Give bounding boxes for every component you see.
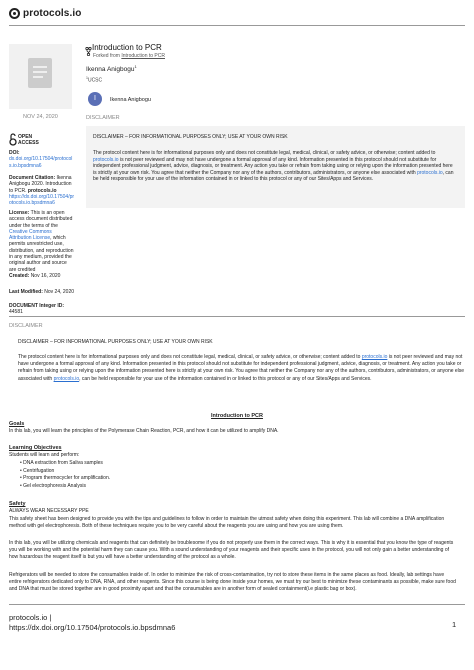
forked-from-link[interactable]: Introduction to PCR <box>121 53 165 59</box>
list-item: • Program thermocycler for amplification. <box>20 475 111 482</box>
doi-label: DOI: <box>9 150 20 156</box>
modified-row <box>9 289 74 295</box>
sidebar-date: NOV 24, 2020 <box>23 114 58 120</box>
main-disclaimer-label: DISCLAIMER <box>9 323 43 329</box>
docint-row <box>9 303 64 316</box>
main-disclaimer-heading: DISCLAIMER – FOR INFORMATIONAL PURPOSES ONLY; USE AT YOUR OWN RISK <box>18 339 213 345</box>
objectives-heading: Learning Objectives <box>9 445 62 451</box>
logo-text: protocols.io <box>23 7 82 19</box>
main-disclaimer-p1: The protocol content here is for informational purposes only and does not constitute legal, medical, clinical, or safety advice, or otherwise; content added to <box>18 354 361 360</box>
safety-paragraph-3: Refrigerators will be needed to store the consumables inside of. In order to minimize the risk of cross-contamination, try not to store these items in the same places as food. Ideally, lab settings have entire refrigerators dedicated only to DNA, RNA, and other reagents. Since this course is being done inside your homes, we must try our best to minimize these contaminants as possible, make sure food and DNA that must be stored together are in good proximity apart and that the consumables are in another form of sealed containment(i.e plastic bag or box). <box>9 572 456 593</box>
docint-value: 44581 <box>9 309 23 316</box>
protocols-logo[interactable] <box>9 6 81 20</box>
disclaimer-box-p2: is not peer reviewed and may not have undergone a formal approval of any kind. Information presented in this protocol should not substitute for independent professional judgment, advice, diagnosis, or treatment. Any action you take or refrain from taking using or relying upon the information presented here is strictly at your own risk. You agree that neither the Company nor any of the authors, contributors, administrators, or anyone else associated with <box>93 156 453 176</box>
modified-value: Nov 24, 2020 <box>44 289 75 295</box>
main-disclaimer-link-1[interactable]: protocols.io <box>361 354 388 360</box>
disclaimer-box-heading: DISCLAIMER – FOR INFORMATIONAL PURPOSES ONLY; USE AT YOUR OWN RISK <box>93 134 288 140</box>
objectives-intro: Students will learn and perform: <box>9 452 80 458</box>
fork-icon <box>85 47 92 56</box>
safety-paragraph-1: This safety sheet has been designed to provide you with the tips and guidelines to follow in order to maintain the utmost safety when doing this experiment. This lab will combine a DNA amplification method with gel electrophoresis. Both of these techniques require you to be very careful about the reagents you are using and how you are using them. <box>9 516 445 530</box>
citation-label: Document Citation: <box>9 175 56 181</box>
open-access-line1: OPEN <box>18 134 33 140</box>
section-divider <box>9 316 465 317</box>
disclaimer-box <box>86 126 465 208</box>
license-text-2: , which permits unrestricted use, distribution, and reproduction in any medium, provided the original author and source are credited <box>9 235 74 273</box>
objective-text: Centrifugation <box>23 467 55 474</box>
disclaimer-box-text <box>93 150 455 183</box>
created-label: Created: <box>9 273 30 279</box>
license-block <box>9 210 75 273</box>
avatar-name[interactable]: Ikenna Anigbogu <box>110 97 151 103</box>
list-item: • DNA extraction from Saliva samples <box>20 460 103 466</box>
citation-block <box>9 175 75 206</box>
main-disclaimer-text <box>18 354 465 383</box>
disclaimer-box-p3: , can be held responsible for your use of the information contained in or linked to this protocol or any of our Sites/Apps and Services. <box>93 169 454 183</box>
main-disclaimer-link-2[interactable]: protocols.io <box>53 375 80 382</box>
list-item: • Gel electrophoresis Analysis <box>20 482 86 489</box>
forked-from <box>93 53 165 59</box>
objective-text: Gel electrophoresis Analysis <box>23 482 86 489</box>
safety-paragraph-2: In this lab, you will be utilizing chemicals and reagents that can definitely be troublesome if you do not properly use them in the correct ways. This is why it is essential that you know the type of reagents you will be working with and the potential harm they can cause you. With a sound understanding of your reagents and their specific uses in the protocol, you will not only gain a better understanding of how hazardous the reagent itself is but you will have a better understanding of the protocol as a whole. <box>9 540 454 561</box>
goals-heading: Goals <box>9 421 25 427</box>
disclaimer-label: DISCLAIMER <box>86 115 120 121</box>
avatar[interactable]: I <box>88 92 102 106</box>
citation-url[interactable]: https://dx.doi.org/10.17504/protocols.io.bpsdmna6 <box>9 193 75 207</box>
safety-subheading: ALWAYS WEAR NECESSARY PPE <box>9 508 89 514</box>
page-number: 1 <box>452 620 457 629</box>
affiliation <box>86 76 102 84</box>
modified-label: Last Modified: <box>9 289 43 295</box>
document-title: Introduction to PCR <box>92 43 162 52</box>
citation-site: protocols.io <box>27 187 57 194</box>
safety-heading: Safety <box>9 501 26 507</box>
author-name[interactable]: Ikenna Anigbogu <box>86 66 135 74</box>
affiliation-name: UCSC <box>87 77 103 84</box>
footer-divider <box>9 604 465 605</box>
citation-text: Ikenna Anigbogu 2020. Introduction to PCR. <box>9 175 72 194</box>
disclaimer-box-p1: The protocol content here is for informational purposes only and does not constitute legal, medical, clinical, or safety advice, or otherwise; content added to <box>93 150 436 156</box>
created-value: Nov 16, 2020 <box>30 273 61 279</box>
disclaimer-box-link-1[interactable]: protocols.io <box>93 156 119 163</box>
license-label: License: <box>9 210 30 216</box>
author-sup: 1 <box>134 64 137 69</box>
docint-label: DOCUMENT Integer ID: <box>9 303 64 309</box>
created-row <box>9 273 60 279</box>
license-text: This is an open access document distributed under the terms of the <box>9 210 73 229</box>
center-title: Introduction to PCR <box>211 413 263 419</box>
document-icon <box>28 58 52 88</box>
footer-url[interactable]: https://dx.doi.org/10.17504/protocols.io.bpsdmna6 <box>9 623 176 632</box>
disclaimer-box-link-2[interactable]: protocols.io <box>417 169 443 176</box>
header-divider <box>9 25 465 26</box>
protocols-logo-icon <box>9 8 20 19</box>
objectives-list <box>20 460 110 490</box>
title-icon-wrap <box>85 43 92 61</box>
open-access-line2: ACCESS <box>18 140 39 146</box>
author-line <box>86 64 137 73</box>
list-item: • Centrifugation <box>20 467 55 474</box>
main-disclaimer-p3: , can be held responsible for your use of the information contained in or linked to this protocol or any of our Sites/Apps and Services. <box>79 375 372 382</box>
license-link[interactable]: Creative Commons Attribution License <box>9 228 52 242</box>
objective-text: Program thermocycler for amplification. <box>23 475 111 482</box>
objective-text: DNA extraction from Saliva samples <box>23 460 103 466</box>
main-disclaimer-p2: is not peer reviewed and may not have undergone a formal approval of any kind. Information presented in this protocol should not substitute for independent professional judgment, advice, diagnosis, or treatment. Any action you take or refrain from taking using or relying upon the information presented here is strictly at your own risk. You agree that neither the Company nor any of the authors, contributors, administrators, or anyone else associated with <box>18 354 465 382</box>
footer-site-name: protocols.io <box>9 613 48 622</box>
doi-block <box>9 150 75 169</box>
goals-text: In this lab, you will learn the principles of the Polymerase Chain Reaction, PCR, and how it can be utilized to amplify DNA. <box>9 428 279 434</box>
footer-site: protocols.io | <box>9 613 52 622</box>
forked-from-prefix: Forked from <box>93 53 120 59</box>
affiliation-sup: 1 <box>86 76 88 80</box>
doi-link[interactable]: dx.doi.org/10.17504/protocols.io.bpsdmna6 <box>9 156 73 169</box>
